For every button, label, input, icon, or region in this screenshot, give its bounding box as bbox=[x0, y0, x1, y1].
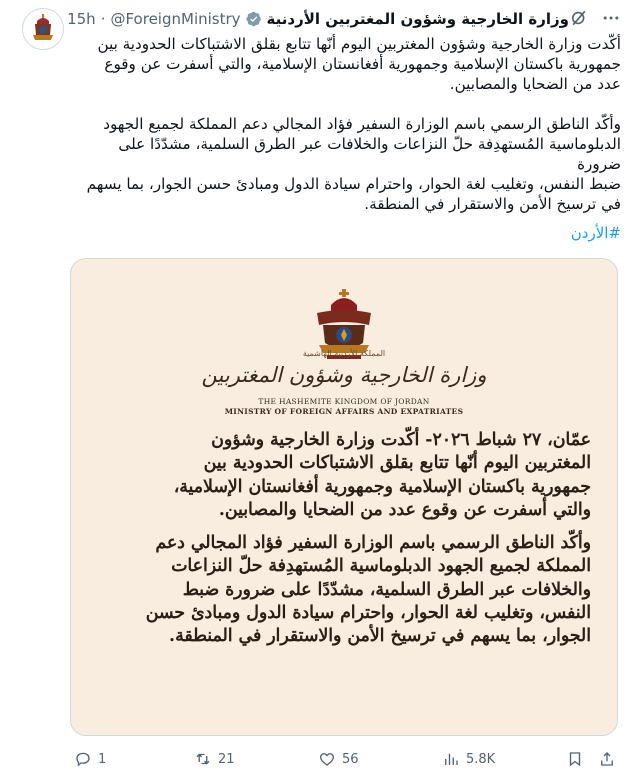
kingdom-name-arabic: المملكة الأردنية الهاشمية bbox=[302, 349, 386, 358]
media-image[interactable] bbox=[70, 258, 618, 736]
action-bar bbox=[70, 748, 621, 770]
tweet-paragraph-1: أكّدت وزارة الخارجية وشؤون المغتربين اليوم أنّها تتابع بقلق الاشتباكات الحدودية بين جمهورية باكستان الإسلامية وجمهورية أفغانستان الإسلامية، والتي أسفرت عن وقوع عدد من الضحايا والمصابين. bbox=[97, 35, 621, 93]
avatar[interactable] bbox=[22, 8, 64, 50]
timestamp[interactable]: 15h bbox=[67, 10, 96, 28]
separator: · bbox=[100, 10, 106, 28]
header-icons bbox=[569, 8, 621, 28]
tweet-paragraph-2: وأكّد الناطق الرسمي باسم الوزارة السفير فؤاد المجالي دعم المملكة لجميع الجهود الدبلوماسية المُستهدِفة حلّ النزاعات والخلافات عبر الطرق السلمية، مشدّدًا على ضرورة ضبط النفس، وتغليب لغة الحوار، واحترام سيادة الدول ومبادئ حسن الجوار، بما يسهم في ترسيخ الأمن والاستقرار في المنطقة. bbox=[86, 115, 621, 213]
like-count: 56 bbox=[342, 751, 359, 767]
more-icon[interactable] bbox=[601, 8, 621, 28]
bookmark-button[interactable] bbox=[566, 750, 584, 768]
repost-button[interactable] bbox=[194, 750, 235, 768]
tweet-header bbox=[67, 8, 621, 34]
hashtag-link[interactable]: #الأردن bbox=[570, 224, 621, 242]
display-name[interactable]: وزارة الخارجية وشؤون المغتربين الأردنية bbox=[266, 10, 569, 28]
views-count: 5.8K bbox=[466, 751, 496, 767]
views-icon bbox=[442, 750, 460, 768]
share-icon bbox=[598, 750, 616, 768]
ministry-name-english: MINISTRY OF FOREIGN AFFAIRS AND EXPATRIATES bbox=[224, 407, 464, 416]
bookmark-icon bbox=[566, 750, 584, 768]
crest-icon bbox=[23, 9, 63, 49]
reply-icon bbox=[74, 750, 92, 768]
reply-count: 1 bbox=[98, 751, 107, 767]
verified-badge-icon bbox=[246, 11, 262, 27]
handle[interactable]: @ForeignMinistry bbox=[110, 10, 241, 28]
reply-button[interactable] bbox=[74, 750, 106, 768]
statement-paragraph-2: وأكّد الناطق الرسمي باسم الوزارة السفير فؤاد المجالي دعم المملكة لجميع الجهود الدبلوماسية المُستهدِفة حلّ النزاعات والخلافات عبر الطرق السلمية، مشدّدًا على ضرورة ضبط النفس، وتغليب لغة الحوار، واحترام سيادة الدول ومبادئ حسن الجوار، بما يسهم في ترسيخ الأمن والاستقرار في المنطقة. bbox=[145, 533, 591, 647]
grok-icon[interactable] bbox=[569, 8, 589, 28]
statement-paragraph-1: عمّان، ٢٧ شباط ٢٠٢٦- أكّدت وزارة الخارجية وشؤون المغتربين اليوم أنّها تتابع بقلق الاشتباكات الحدودية بين جمهورية باكستان الإسلامية وجمهورية أفغانستان الإسلامية، والتي أسفرت عن وقوع عدد من الضحايا والمصابين. bbox=[173, 430, 591, 520]
author-line bbox=[67, 10, 569, 28]
kingdom-name-english: THE HASHEMITE KINGDOM OF JORDAN bbox=[258, 397, 430, 406]
repost-count: 21 bbox=[218, 751, 235, 767]
ministry-name-arabic: وزارة الخارجية وشؤون المغتربين bbox=[201, 363, 487, 387]
repost-icon bbox=[194, 750, 212, 768]
tweet-body bbox=[70, 34, 621, 214]
like-button[interactable] bbox=[318, 750, 359, 768]
statement-text bbox=[99, 429, 591, 649]
views-button[interactable] bbox=[442, 750, 495, 768]
like-icon bbox=[318, 750, 336, 768]
share-button[interactable] bbox=[598, 750, 616, 768]
